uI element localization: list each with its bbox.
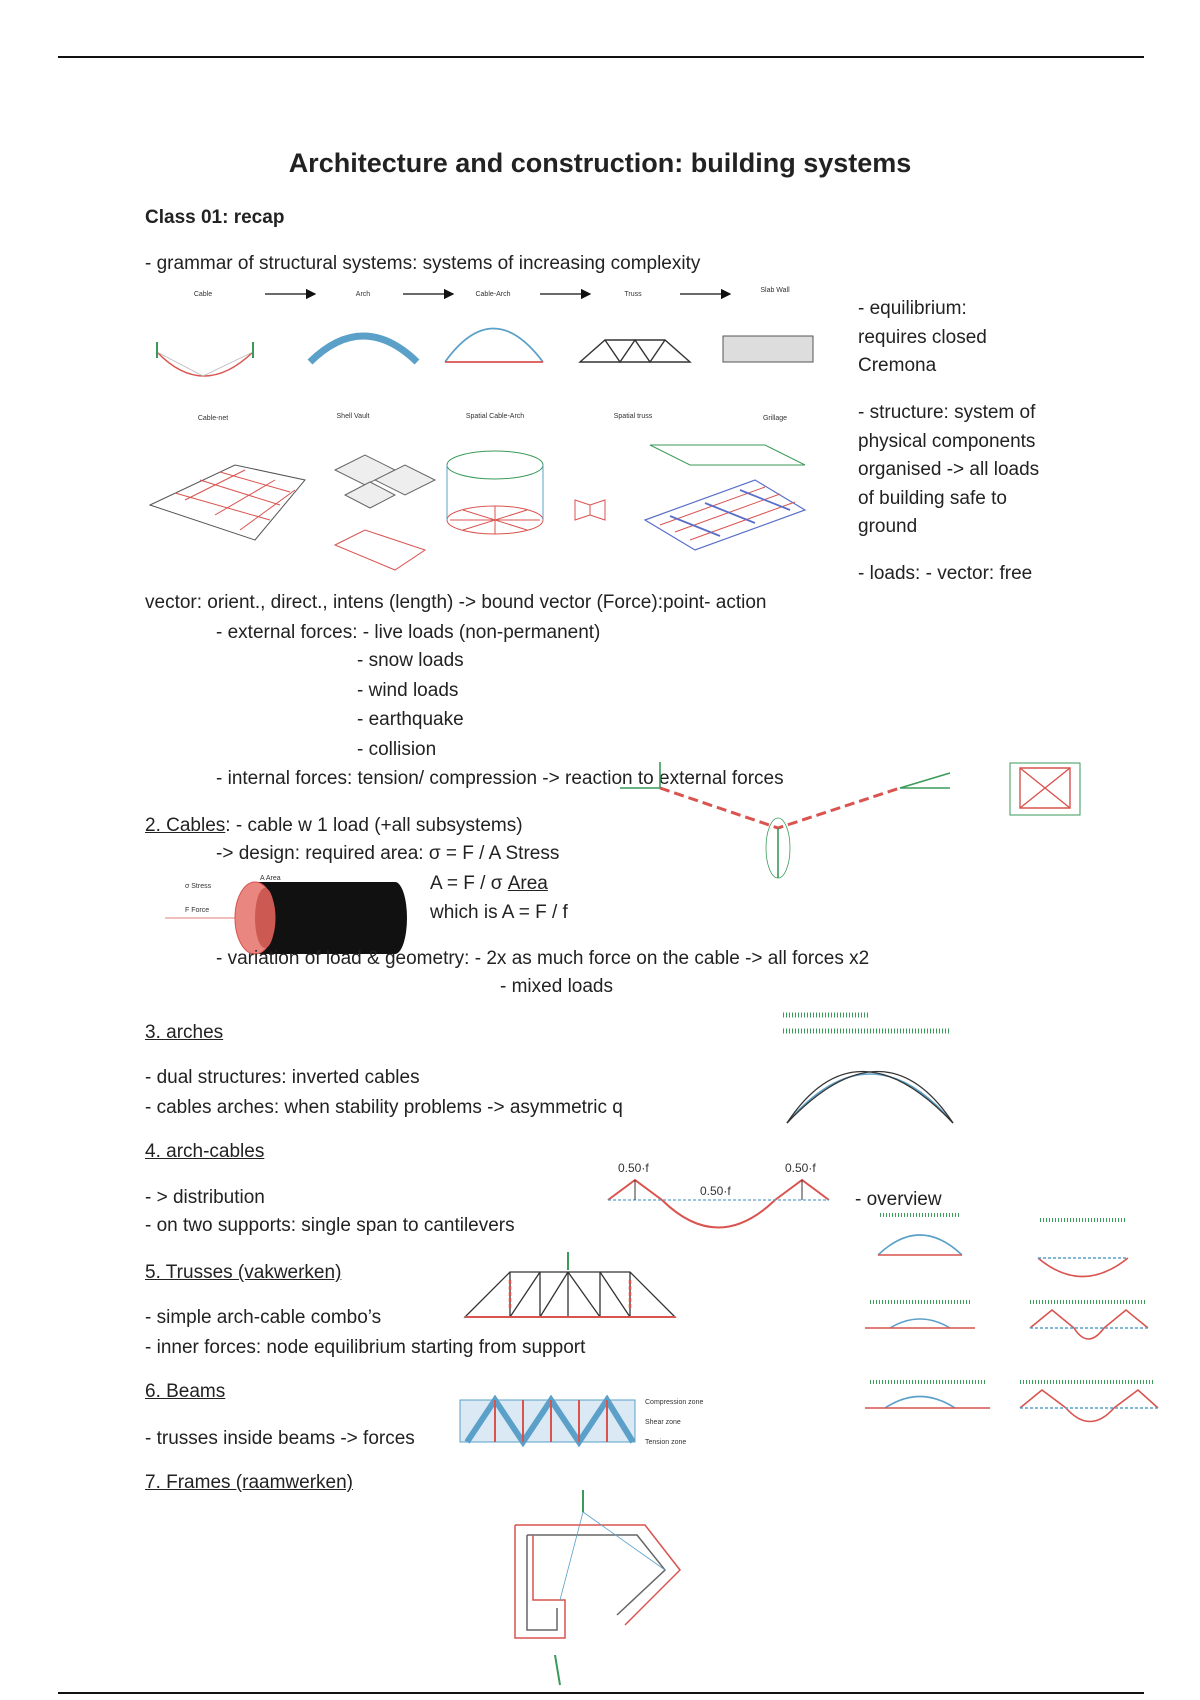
label-cable: Cable <box>193 291 213 298</box>
label-050f-left: 0.50·f <box>618 1161 649 1175</box>
arch-asymmetric-diagram <box>775 1005 975 1155</box>
side-note-loads: - loads: - vector: free <box>858 563 1033 584</box>
cable-net-shape <box>150 465 305 540</box>
label-spatial-cable-arch: Spatial Cable-Arch <box>465 413 525 420</box>
external-item: - wind loads <box>357 680 459 701</box>
arches-heading: 3. arches <box>145 1022 224 1043</box>
frame-diagram <box>505 1490 695 1690</box>
cable-shape <box>157 342 253 376</box>
shear-zone-label: Shear zone <box>645 1419 681 1426</box>
cables-heading: 2. Cables <box>145 815 226 836</box>
force-label: F Force <box>185 907 210 914</box>
external-item: - earthquake <box>357 709 464 730</box>
cables-design: -> design: required area: σ = F / A Stress <box>216 843 560 864</box>
spatial-cable-arch-shape <box>447 451 605 534</box>
label-shell-vault: Shell Vault <box>336 413 370 420</box>
arch-cable-cantilever-diagram <box>600 1155 840 1255</box>
slab-wall-shape <box>723 336 813 362</box>
grammar-intro: - grammar of structural systems: systems of increasing complexity <box>145 253 701 274</box>
cable-arch-shape <box>445 329 543 363</box>
label-spatial-truss: Spatial truss <box>613 413 653 420</box>
cables-heading-rest: : - cable w 1 load (+all subsystems) <box>225 815 523 836</box>
label-050f-mid: 0.50·f <box>700 1184 731 1198</box>
arch-cables-heading: 4. arch-cables <box>145 1141 265 1162</box>
cable-equilibrium-diagram <box>600 758 1100 888</box>
side-line: - equilibrium: <box>858 298 967 319</box>
side-line: - structure: system of <box>858 402 1036 423</box>
bottom-rule <box>58 1692 1144 1694</box>
cables-formula1 <box>430 873 548 895</box>
beams-item: - trusses inside beams -> forces <box>145 1428 415 1449</box>
side-note-structure <box>858 399 1039 542</box>
truss-diagram <box>455 1250 685 1335</box>
label-truss: Truss <box>624 291 642 298</box>
side-line: Cremona <box>858 355 937 376</box>
label-cable-arch: Cable-Arch <box>475 291 511 298</box>
tension-zone-label: Tension zone <box>645 1439 687 1446</box>
label-cable-net: Cable-net <box>197 415 229 422</box>
side-line: requires closed <box>858 326 987 348</box>
side-line: ground <box>858 516 918 537</box>
side-line: of building safe to <box>858 487 1007 509</box>
beams-heading: 6. Beams <box>145 1381 226 1402</box>
grammar-diagram <box>145 280 825 580</box>
label-arch: Arch <box>355 291 371 298</box>
area-label: A Area <box>260 875 281 882</box>
arch-shape <box>310 336 417 362</box>
cables-line <box>145 815 523 837</box>
external-forces: - external forces: - live loads (non-permanent) <box>216 622 601 643</box>
trusses-item: - inner forces: node equilibrium starting from support <box>145 1337 586 1358</box>
grillage-shape <box>645 445 805 550</box>
frames-heading: 7. Frames (raamwerken) <box>145 1472 353 1493</box>
cables-formula2: which is A = F / f <box>430 902 568 923</box>
compression-zone-label: Compression zone <box>645 1399 704 1406</box>
cables-mixed: - mixed loads <box>500 976 613 997</box>
side-note-equilibrium <box>858 295 987 381</box>
label-grillage: Grillage <box>762 415 788 422</box>
page-subtitle: Class 01: recap <box>145 207 285 228</box>
external-item: - snow loads <box>357 650 464 671</box>
arch-cables-item: - > distribution <box>145 1187 265 1208</box>
arches-item: - dual structures: inverted cables <box>145 1067 420 1088</box>
formula-prefix: A = F / σ <box>430 873 508 894</box>
top-rule <box>58 56 1144 58</box>
trusses-heading: 5. Trusses (vakwerken) <box>145 1262 342 1283</box>
internal-forces: - internal forces: tension/ compression -> reaction to external forces <box>216 768 784 789</box>
beam-truss-diagram <box>455 1380 704 1470</box>
shell-vault-shape <box>335 455 435 570</box>
cable-cylinder-diagram <box>165 870 415 960</box>
arch-cables-item: - on two supports: single span to cantilevers <box>145 1215 515 1236</box>
stress-label: σ Stress <box>185 883 212 890</box>
loads-line1: vector: orient., direct., intens (length) -> bound vector (Force):point- action <box>145 592 767 613</box>
external-item: - collision <box>357 739 437 760</box>
arches-item: - cables arches: when stability problems -> asymmetric q <box>145 1097 623 1118</box>
page-title: Architecture and construction: building systems <box>288 148 912 178</box>
truss-shape <box>580 340 690 362</box>
side-line: physical components <box>858 430 1036 452</box>
overview-diagrams <box>860 1210 1170 1460</box>
trusses-item: - simple arch-cable combo’s <box>145 1307 382 1328</box>
label-050f-right: 0.50·f <box>785 1161 816 1175</box>
cables-variation: - variation of load & geometry: - 2x as much force on the cable -> all forces x2 <box>216 948 870 969</box>
formula-area: Area <box>507 873 548 894</box>
side-line: organised -> all loads <box>858 459 1040 480</box>
label-slab-wall: Slab Wall <box>760 287 790 294</box>
overview-label: - overview <box>855 1189 942 1210</box>
